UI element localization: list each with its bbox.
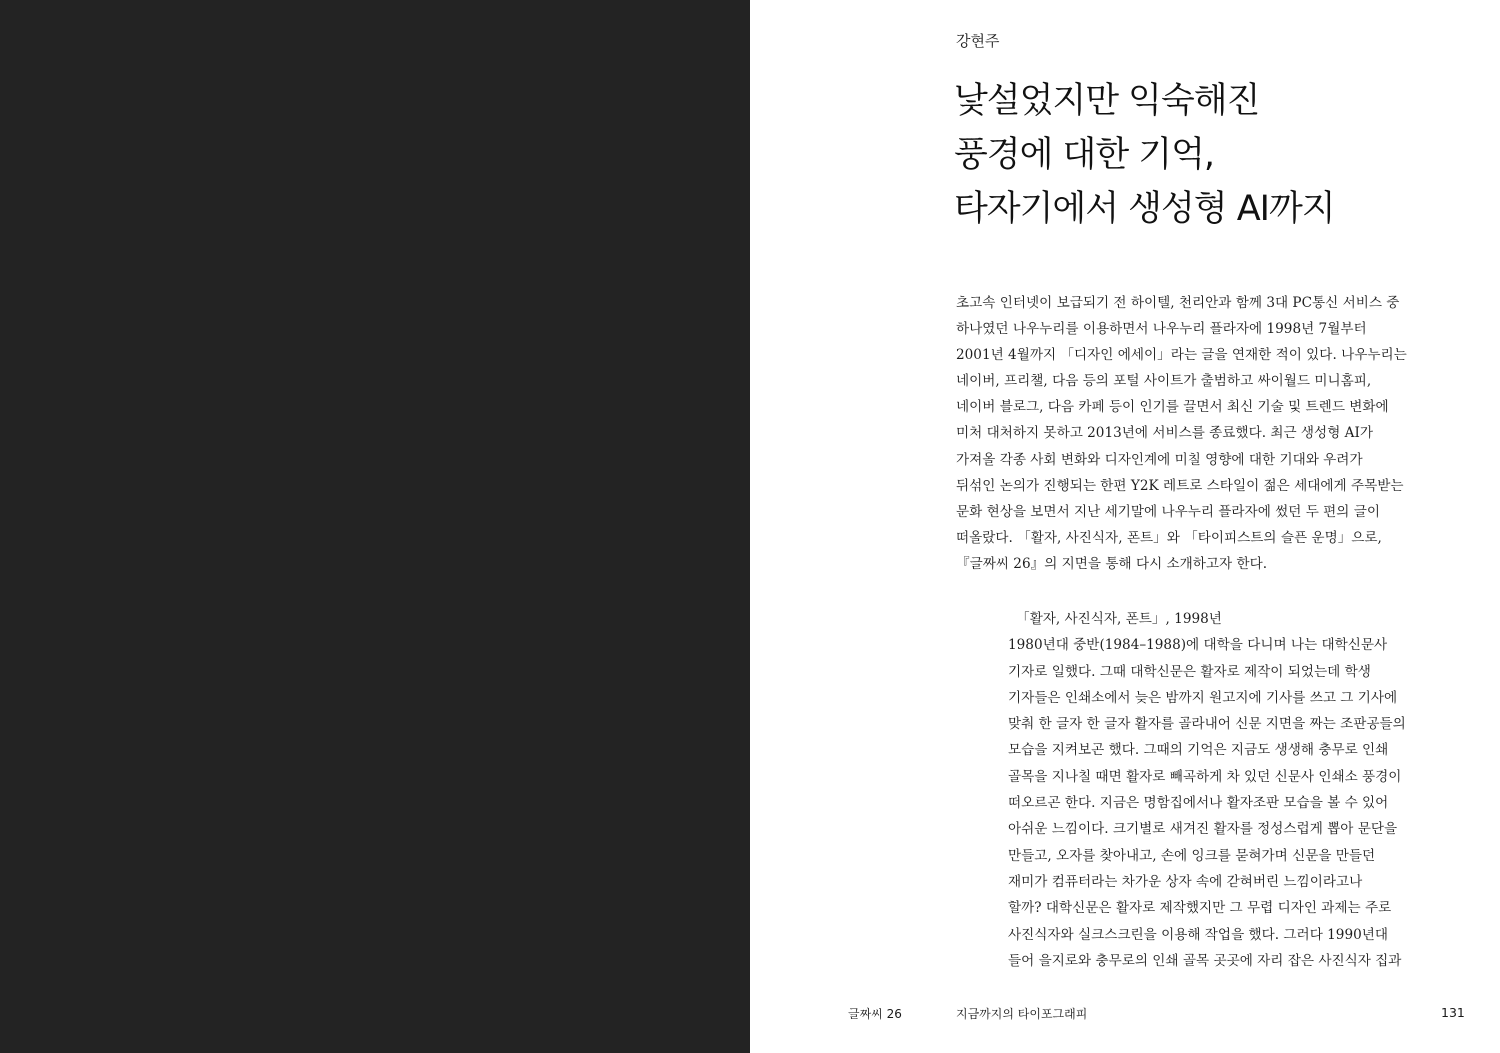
title-line: 타자기에서 생성형 AI까지 xyxy=(954,189,1335,229)
intro-line: 『글짜씨 26』의 지면을 통해 다시 소개하고자 한다. xyxy=(956,555,1268,572)
essay-line: 모습을 지켜보곤 했다. 그때의 기억은 지금도 생생해 충무로 인쇄 xyxy=(1008,742,1389,759)
author-name: 강현주 xyxy=(956,32,1000,50)
essay-line: 들어 을지로와 충무로의 인쇄 골목 곳곳에 자리 잡은 사진식자 집과 xyxy=(1008,952,1402,969)
essay-excerpt xyxy=(1008,606,1468,974)
intro-line: 떠올랐다. 「활자, 사진식자, 폰트」와 「타이피스트의 슬픈 운명」으로, xyxy=(956,529,1382,546)
essay-line: 골목을 지나칠 때면 활자로 빼곡하게 차 있던 신문사 인쇄소 풍경이 xyxy=(1008,768,1402,785)
essay-heading: 「활자, 사진식자, 폰트」, 1998년 xyxy=(1016,611,1222,627)
essay-line: 기자들은 인쇄소에서 늦은 밤까지 원고지에 기사를 쓰고 그 기사에 xyxy=(1008,689,1398,706)
intro-line: 초고속 인터넷이 보급되기 전 하이텔, 천리안과 함께 3대 PC통신 서비스 중 xyxy=(956,295,1400,311)
intro-line: 뒤섞인 논의가 진행되는 한편 Y2K 레트로 스타일이 젊은 세대에게 주목받는 xyxy=(956,477,1404,494)
intro-line: 네이버, 프리챌, 다음 등의 포털 사이트가 출범하고 싸이월드 미니홈피, xyxy=(956,373,1372,390)
intro-line: 2001년 4월까지 「디자인 에세이」라는 글을 연재한 적이 있다. 나우누리는 xyxy=(956,347,1407,364)
intro-line: 문화 현상을 보면서 지난 세기말에 나우누리 플라자에 썼던 두 편의 글이 xyxy=(956,503,1381,520)
essay-line: 재미가 컴퓨터라는 차가운 상자 속에 갇혀버린 느낌이라고나 xyxy=(1008,873,1363,890)
title-line: 풍경에 대한 기억, xyxy=(954,135,1215,175)
essay-line: 맞춰 한 글자 한 글자 활자를 골라내어 신문 지면을 짜는 조판공들의 xyxy=(1008,716,1406,733)
essay-line: 떠오르곤 한다. 지금은 명함집에서나 활자조판 모습을 볼 수 있어 xyxy=(1008,795,1389,812)
intro-line: 미처 대처하지 못하고 2013년에 서비스를 종료했다. 최근 생성형 AI가 xyxy=(956,425,1373,442)
essay-line: 사진식자와 실크스크린을 이용해 작업을 했다. 그러다 1990년대 xyxy=(1008,926,1388,943)
essay-line: 만들고, 오자를 찾아내고, 손에 잉크를 묻혀가며 신문을 만들던 xyxy=(1008,847,1376,864)
title-line: 낯설었지만 익숙해진 xyxy=(954,81,1260,121)
essay-line: 아쉬운 느낌이다. 크기별로 새겨진 활자를 정성스럽게 뽑아 문단을 xyxy=(1008,821,1398,838)
essay-line: 1980년대 중반(1984–1988)에 대학을 다니며 나는 대학신문사 xyxy=(1008,637,1388,654)
footer-section-title: 지금까지의 타이포그래피 xyxy=(956,1007,1088,1021)
article-title xyxy=(954,74,1474,236)
intro-line: 가져올 각종 사회 변화와 디자인계에 미칠 영향에 대한 기대와 우려가 xyxy=(956,451,1363,468)
page-number: 131 xyxy=(1441,1005,1465,1020)
essay-line: 할까? 대학신문은 활자로 제작했지만 그 무렵 디자인 과제는 주로 xyxy=(1008,900,1392,917)
footer-magazine-title: 글짜씨 26 xyxy=(848,1007,902,1021)
essay-line: 기자로 일했다. 그때 대학신문은 활자로 제작이 되었는데 학생 xyxy=(1008,663,1371,680)
intro-paragraph xyxy=(956,290,1468,577)
intro-line: 하나였던 나우누리를 이용하면서 나우누리 플라자에 1998년 7월부터 xyxy=(956,321,1367,338)
intro-line: 네이버 블로그, 다음 카페 등이 인기를 끌면서 최신 기술 및 트렌드 변화에 xyxy=(956,399,1389,416)
